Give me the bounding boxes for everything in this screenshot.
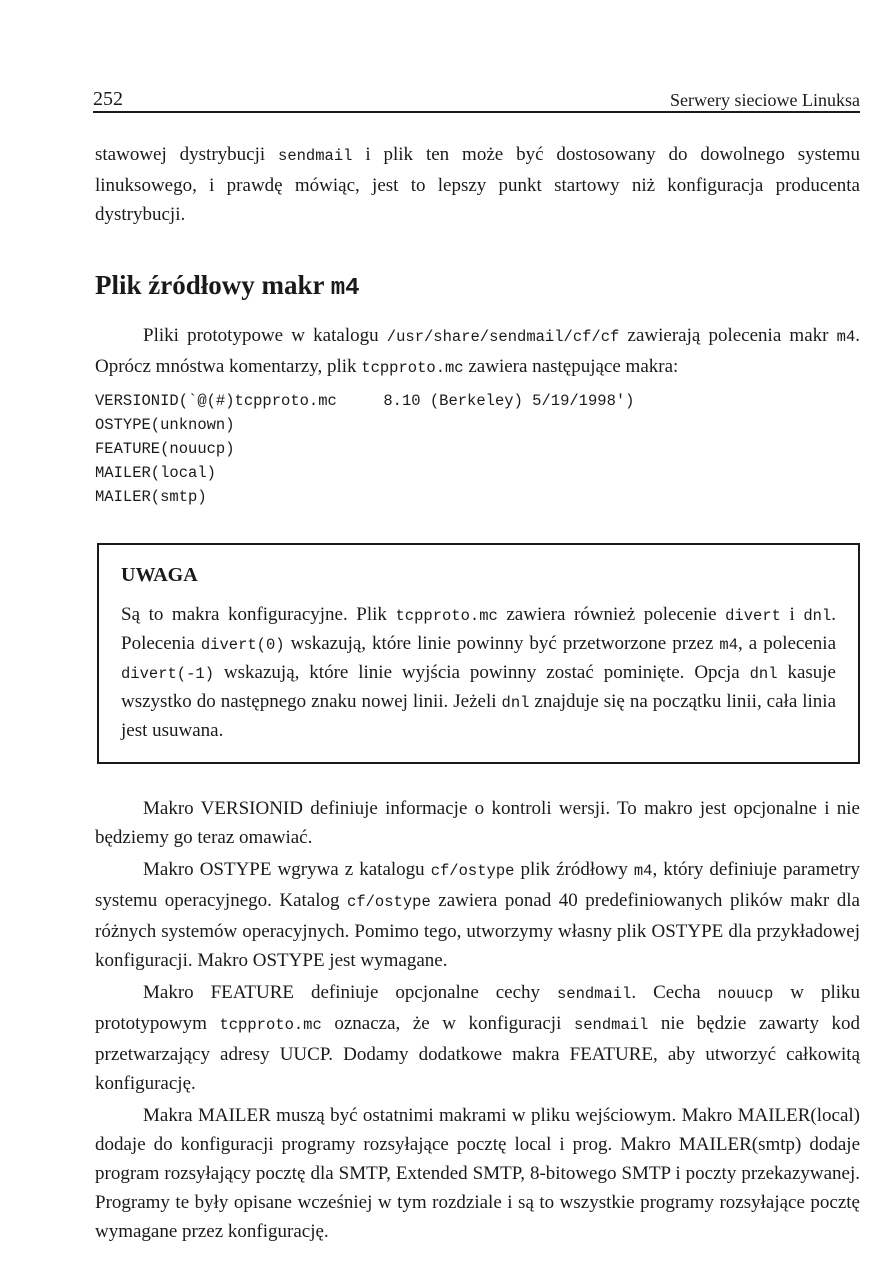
code-line: MAILER(local) (95, 464, 216, 482)
note-title: UWAGA (121, 564, 198, 586)
code-line: MAILER(smtp) (95, 488, 207, 506)
paragraph-mailer: Makra MAILER muszą być ostatnimi makrami w pliku wejściowym. Makro MAILER(local) dodaje do konfiguracji programy rozsyłające pocztę local i prog. Makro MAILER(smtp) dodaje program rozsyłający pocztę dla SMTP, Extended SMTP, 8-bitowego SMTP i poczty przekazywanej. Programy te były opisane wcześniej w tym rozdziale i są to wszystkie programy rozsyłające pocztę wymagane przez konfigurację. (95, 1105, 860, 1242)
note-box (97, 543, 860, 764)
page-number: 252 (93, 88, 123, 110)
inline-code: sendmail (278, 147, 353, 165)
heading-code: m4 (330, 275, 360, 302)
code-line: OSTYPE(unknown) (95, 416, 235, 434)
intro-paragraph: stawowej dystrybucji sendmail i plik ten może być dostosowany do dowolnego systemu linuksowego, i prawdę mówiąc, jest to lepszy punkt startowy niż konfiguracja producenta dystrybucji. (95, 144, 860, 225)
page-body (95, 140, 860, 1246)
running-title: Serwery sieciowe Linuksa (670, 90, 860, 110)
paragraph-ostype: Makro OSTYPE wgrywa z katalogu cf/ostype plik źródłowy m4, który definiuje parametry systemu operacyjnego. Katalog cf/ostype zawiera ponad 40 predefiniowanych plików makr dla różnych systemów operacyjnych. Pomimo tego, utworzymy własny plik OSTYPE dla przykładowej konfiguracji. Makro OSTYPE jest wymagane. (95, 859, 860, 971)
paragraph-versionid: Makro VERSIONID definiuje informacje o kontroli wersji. To makro jest opcjonalne i nie będziemy go teraz omawiać. (95, 798, 860, 848)
code-listing (95, 389, 860, 509)
section-heading: Plik źródłowy makr m4 (95, 270, 360, 302)
code-line: FEATURE(nouucp) (95, 440, 235, 458)
code-line: VERSIONID(`@(#)tcpproto.mc 8.10 (Berkeley) 5/19/1998') (95, 392, 635, 410)
paragraph-feature: Makro FEATURE definiuje opcjonalne cechy sendmail. Cecha nouucp w pliku prototypowym tcpproto.mc oznacza, że w konfiguracji sendmail nie będzie zawarty kod przetwarzający adresy UUCP. Dodamy dodatkowe makra FEATURE, aby utworzyć całkowitą konfigurację. (95, 982, 861, 1094)
running-header (93, 88, 860, 113)
paragraph-prototype-files: Pliki prototypowe w katalogu /usr/share/sendmail/cf/cf zawierają polecenia makr m4. Oprócz mnóstwa komentarzy, plik tcpproto.mc zawiera następujące makra: (95, 325, 860, 377)
note-text: Są to makra konfiguracyjne. Plik tcpproto.mc zawiera również polecenie divert i dnl. Polecenia divert(0) wskazują, które linie powinny być przetworzone przez m4, a polecenia divert(-1) wskazują, które linie wyjścia powinny zostać pominięte. Opcja dnl kasuje wszystko do następnego znaku nowej linii. Jeżeli dnl znajduje się na początku linii, cała linia jest usuwana. (121, 604, 837, 741)
